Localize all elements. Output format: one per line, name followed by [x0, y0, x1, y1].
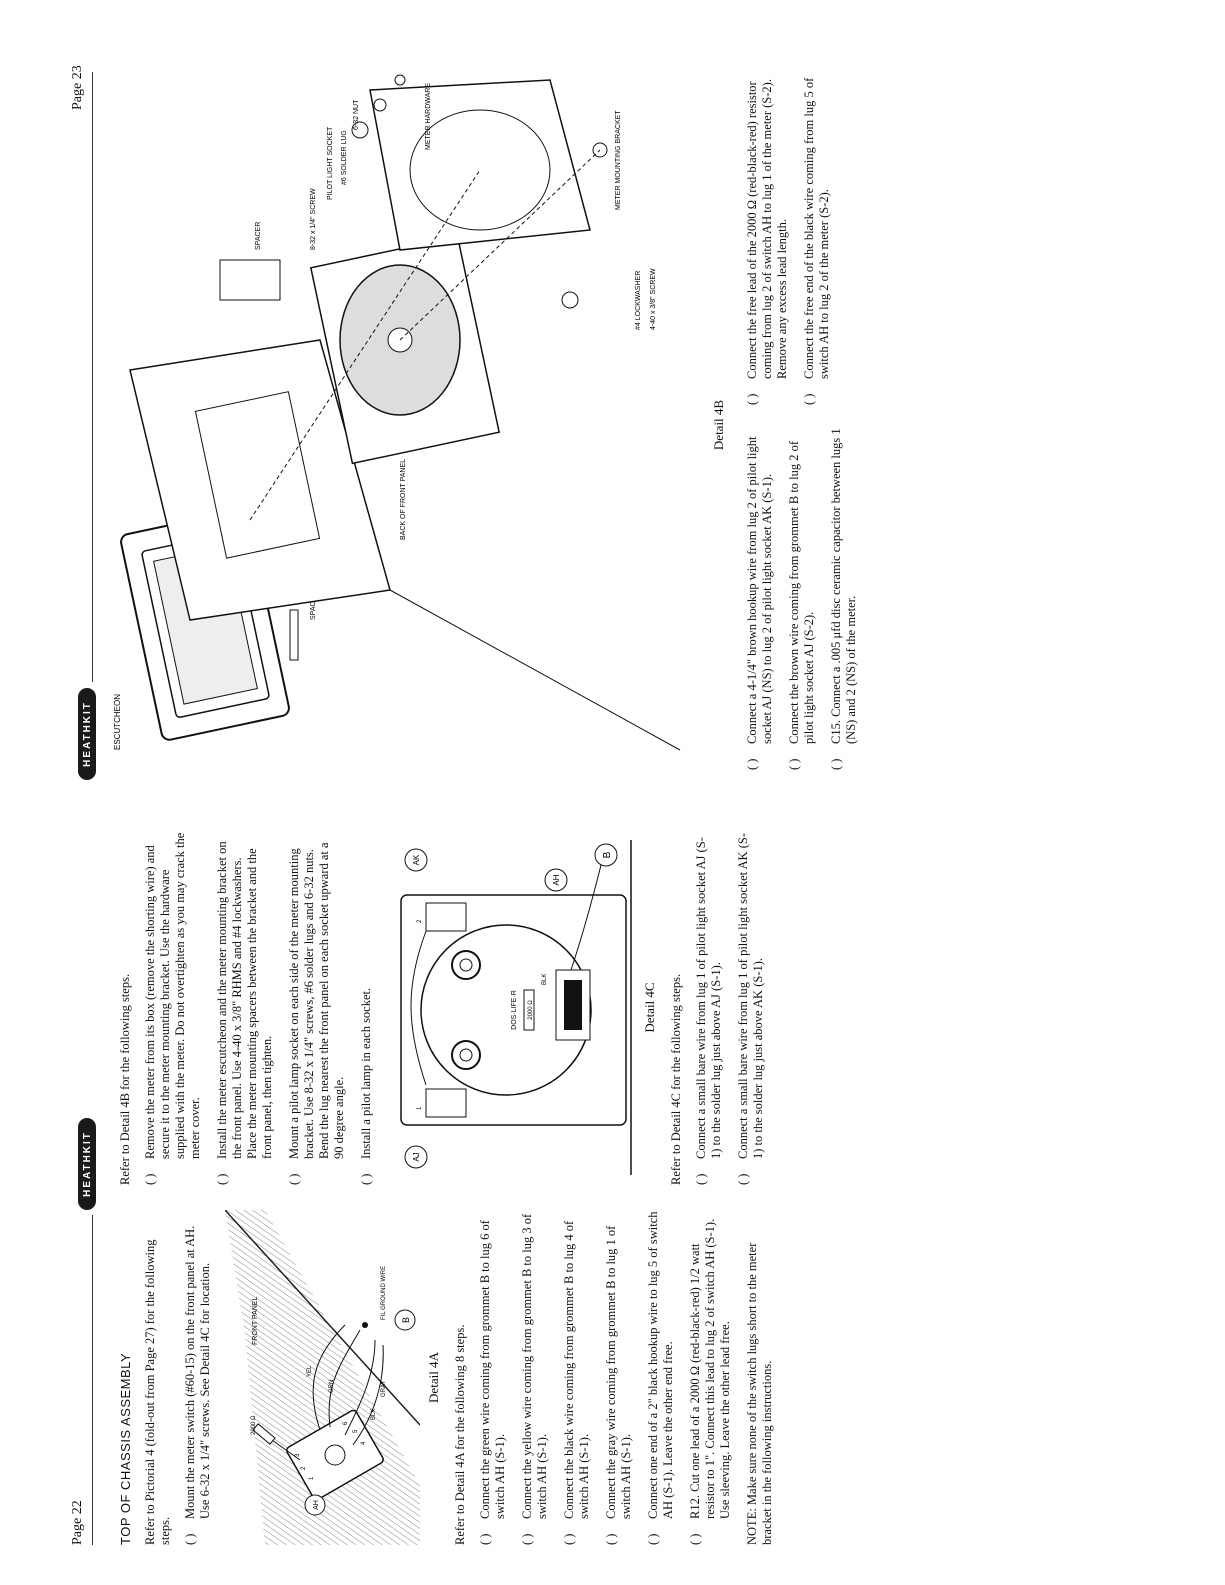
page-23 — [0, 0, 1225, 790]
callout-b-label: B — [602, 851, 613, 859]
lug-number: 2 — [417, 919, 423, 923]
step-text: R12. Cut one lead of a 2000 Ω (red-black-red) 1/2 watt resistor to 1". Connect this lead to lug 2 of switch AH (S-1). Use sleeving. Leave the other lead free. — [688, 1218, 732, 1519]
step-checkbox[interactable]: ( ) — [736, 1173, 750, 1185]
fil-ground-label: FIL GROUND WIRE — [381, 1265, 387, 1320]
screw-icon — [562, 292, 578, 308]
pilot-socket-label: PILOT LIGHT SOCKET — [327, 126, 334, 200]
lug-number: 1 — [309, 1476, 315, 1480]
note-text: NOTE: Make sure none of the switch lugs short to the meter bracket in the following instructions. — [745, 1242, 774, 1545]
detail-4c-figure — [386, 830, 636, 1185]
step-checkbox[interactable]: ( ) — [562, 1533, 576, 1545]
lug-number: 5 — [353, 1429, 359, 1433]
step-item — [736, 830, 766, 1185]
screw-label: 8-32 x 1/4" SCREW — [310, 188, 317, 250]
step-text: Connect a small bare wire from lug 1 of pilot light socket AJ (S-1) to the solder lug just above AJ (S-1). — [694, 837, 723, 1159]
intro-text: Refer to Pictorial 4 (fold-out from Page 27) for the following steps. — [143, 1239, 172, 1545]
step-item — [787, 425, 817, 770]
pilot-socket-ak — [426, 903, 466, 931]
step-item — [829, 425, 859, 770]
nut-icon — [395, 75, 405, 85]
step-checkbox[interactable]: ( ) — [802, 393, 816, 405]
figure-caption: Detail 4B — [711, 399, 726, 451]
front-panel-label: FRONT PANEL — [252, 1296, 259, 1345]
spacer-label: SPACER — [255, 221, 262, 250]
resistor-label: 2000 Ω — [251, 1415, 257, 1435]
step-item — [215, 830, 275, 1185]
spacer-right — [220, 260, 280, 300]
meter-hardware-label: METER HARDWARE — [425, 82, 432, 150]
step-text: Connect a 4-1/4" brown hookup wire from lug 2 of pilot light socket AJ (NS) to lug 2 of pilot light socket AK (S-1). — [745, 436, 774, 744]
blk-label: BLK — [371, 1408, 377, 1420]
step-text: Connect the brown wire coming from grommet B to lug 2 of pilot light socket AJ (S-2). — [787, 440, 816, 744]
step-item — [143, 830, 203, 1185]
callout-b-label: B — [401, 1316, 411, 1324]
step-text: Connect the yellow wire coming from grommet B to lug 3 of switch AH (S-1). — [520, 1213, 549, 1519]
section-heading: TOP OF CHASSIS ASSEMBLY — [118, 1352, 133, 1545]
step-checkbox[interactable]: ( ) — [745, 758, 759, 770]
heathkit-logo: HEATHKIT — [78, 688, 96, 780]
step-checkbox[interactable]: ( ) — [787, 758, 801, 770]
step-item — [478, 1210, 508, 1545]
lug-number: 6 — [343, 1421, 349, 1425]
lug-number: 4 — [361, 1441, 367, 1445]
detail-4a-figure — [225, 1210, 420, 1545]
step-item — [802, 65, 832, 405]
callout-aj-label: AJ — [412, 1152, 421, 1162]
bracket-label: METER MOUNTING BRACKET — [615, 110, 622, 210]
solder-lug-icon — [374, 99, 386, 111]
step-text: C15. Connect a .005 μfd disc ceramic capacitor between lugs 1 (NS) and 2 (NS) of the meter. — [829, 428, 858, 744]
step-item — [604, 1210, 634, 1545]
step-item — [520, 1210, 550, 1545]
step-checkbox[interactable]: ( ) — [143, 1173, 157, 1185]
callout-ah-label: AH — [313, 1500, 320, 1510]
lug-number: 1 — [417, 1106, 423, 1110]
step-checkbox[interactable]: ( ) — [215, 1173, 229, 1185]
heathkit-logo: HEATHKIT — [78, 1118, 96, 1210]
solder-lug-label: #6 SOLDER LUG — [341, 130, 348, 185]
step-checkbox[interactable]: ( ) — [520, 1533, 534, 1545]
step-checkbox[interactable]: ( ) — [829, 758, 843, 770]
step-text: Connect the free lead of the 2000 Ω (red-black-red) resistor coming from lug 2 of switch AH to lug 1 of the meter (S-2). Remove any excess lead length. — [745, 79, 789, 379]
lockwasher-label: #4 LOCKWASHER — [635, 270, 642, 330]
step-item — [562, 1210, 592, 1545]
lug-number: 2 — [301, 1466, 307, 1470]
step-text: Install the meter escutcheon and the meter mounting bracket on the front panel. Use 4-40 x 3/8" RHMS and #4 lockwashers. Place the meter mounting spacers between the bracket and the front panel, then tighten. — [215, 841, 274, 1159]
callout-ah-label: AH — [552, 874, 561, 886]
escutcheon-label: ESCUTCHEON — [113, 693, 122, 750]
front-panel-label: BACK OF FRONT PANEL — [400, 458, 407, 540]
step-item — [745, 65, 790, 405]
step-text: Mount the meter switch (#60-15) on the front panel at AH. Use 6-32 x 1/4" screws. See Detail 4C for location. — [183, 1225, 212, 1519]
left-column — [118, 1210, 785, 1545]
page-number: Page 22 — [70, 1500, 85, 1545]
refer-text: Refer to Detail 4C for the following steps. — [669, 973, 683, 1185]
pilot-socket-aj — [426, 1089, 466, 1117]
spacer-left — [290, 610, 298, 660]
grommet-icon — [362, 1322, 368, 1328]
lug-number: 3 — [295, 1453, 301, 1457]
left-column — [745, 425, 871, 770]
step-text: Remove the meter from its box (remove the shorting wire) and secure it to the meter mounting bracket. Use the hardware supplied with the meter. Do not overtighten as you may crack the meter cover. — [143, 832, 202, 1159]
step-checkbox[interactable]: ( ) — [287, 1173, 301, 1185]
figure-caption: Detail 4C — [642, 982, 657, 1033]
page-22 — [0, 795, 1225, 1585]
step-checkbox[interactable]: ( ) — [183, 1533, 197, 1545]
switch-ah-lugs — [564, 980, 582, 1030]
callout-ak-label: AK — [412, 854, 421, 866]
right-column — [118, 830, 778, 1185]
step-checkbox[interactable]: ( ) — [694, 1173, 708, 1185]
step-text: Mount a pilot lamp socket on each side of the meter mounting bracket. Use 8-32 x 1/4" screws, #6 solder lugs and 6-32 nuts. Bend the lug nearest the front panel on each socket upward at a 90 degree angle. — [287, 842, 346, 1159]
step-item — [745, 425, 775, 770]
figure-caption: Detail 4A — [426, 1352, 441, 1403]
step-item — [694, 830, 724, 1185]
blk-label: BLK — [542, 973, 548, 985]
switch-shaft-icon — [325, 1445, 345, 1465]
step-item — [287, 830, 347, 1185]
refer-text: Refer to Detail 4B for the following steps. — [118, 973, 132, 1185]
step-text: Connect a small bare wire from lug 1 of pilot light socket AK (S-1) to the solder lug just above AK (S-1). — [736, 833, 765, 1159]
step-item — [646, 1210, 676, 1545]
grn-label: GRN — [329, 1379, 335, 1393]
step-checkbox[interactable]: ( ) — [688, 1533, 702, 1545]
nut-label: 6-32 NUT — [353, 99, 360, 130]
step-text: Connect one end of a 2" black hookup wire to lug 5 of switch AH (S-1). Leave the other end free. — [646, 1211, 675, 1519]
step-item — [688, 1210, 733, 1545]
header-rule — [92, 72, 93, 682]
step-text: Connect the green wire coming from grommet B to lug 6 of switch AH (S-1). — [478, 1220, 507, 1519]
step-item — [183, 1210, 213, 1545]
step-checkbox[interactable]: ( ) — [646, 1533, 660, 1545]
detail-4b-figure — [100, 70, 710, 770]
gray-label: GRAY — [381, 1380, 387, 1397]
step-checkbox[interactable]: ( ) — [604, 1533, 618, 1545]
step-checkbox[interactable]: ( ) — [745, 393, 759, 405]
yel-label: YEL — [307, 1365, 313, 1377]
header-rule — [92, 1215, 93, 1545]
step-checkbox[interactable]: ( ) — [359, 1173, 373, 1185]
step-text: Install a pilot lamp in each socket. — [359, 987, 373, 1159]
spacer-label: SPACER — [310, 591, 317, 620]
resistor-label: 2000 Ω — [528, 1000, 534, 1020]
page-number: Page 23 — [70, 65, 85, 110]
step-text: Connect the black wire coming from grommet B to lug 4 of switch AH (S-1). — [562, 1220, 591, 1519]
step-text: Connect the free end of the black wire coming from lug 5 of switch AH to lug 2 of the meter (S-2). — [802, 77, 831, 379]
right-column — [745, 65, 844, 405]
step-text: Connect the gray wire coming from grommet B to lug 1 of switch AH (S-1). — [604, 1225, 633, 1519]
screw-440-label: 4-40 x 3/8" SCREW — [650, 268, 657, 330]
step-checkbox[interactable]: ( ) — [478, 1533, 492, 1545]
refer-text: Refer to Detail 4A for the following 8 steps. — [453, 1324, 467, 1545]
meter-dial-text: DOS·LIFE·R — [511, 990, 518, 1030]
step-item — [359, 830, 374, 1185]
